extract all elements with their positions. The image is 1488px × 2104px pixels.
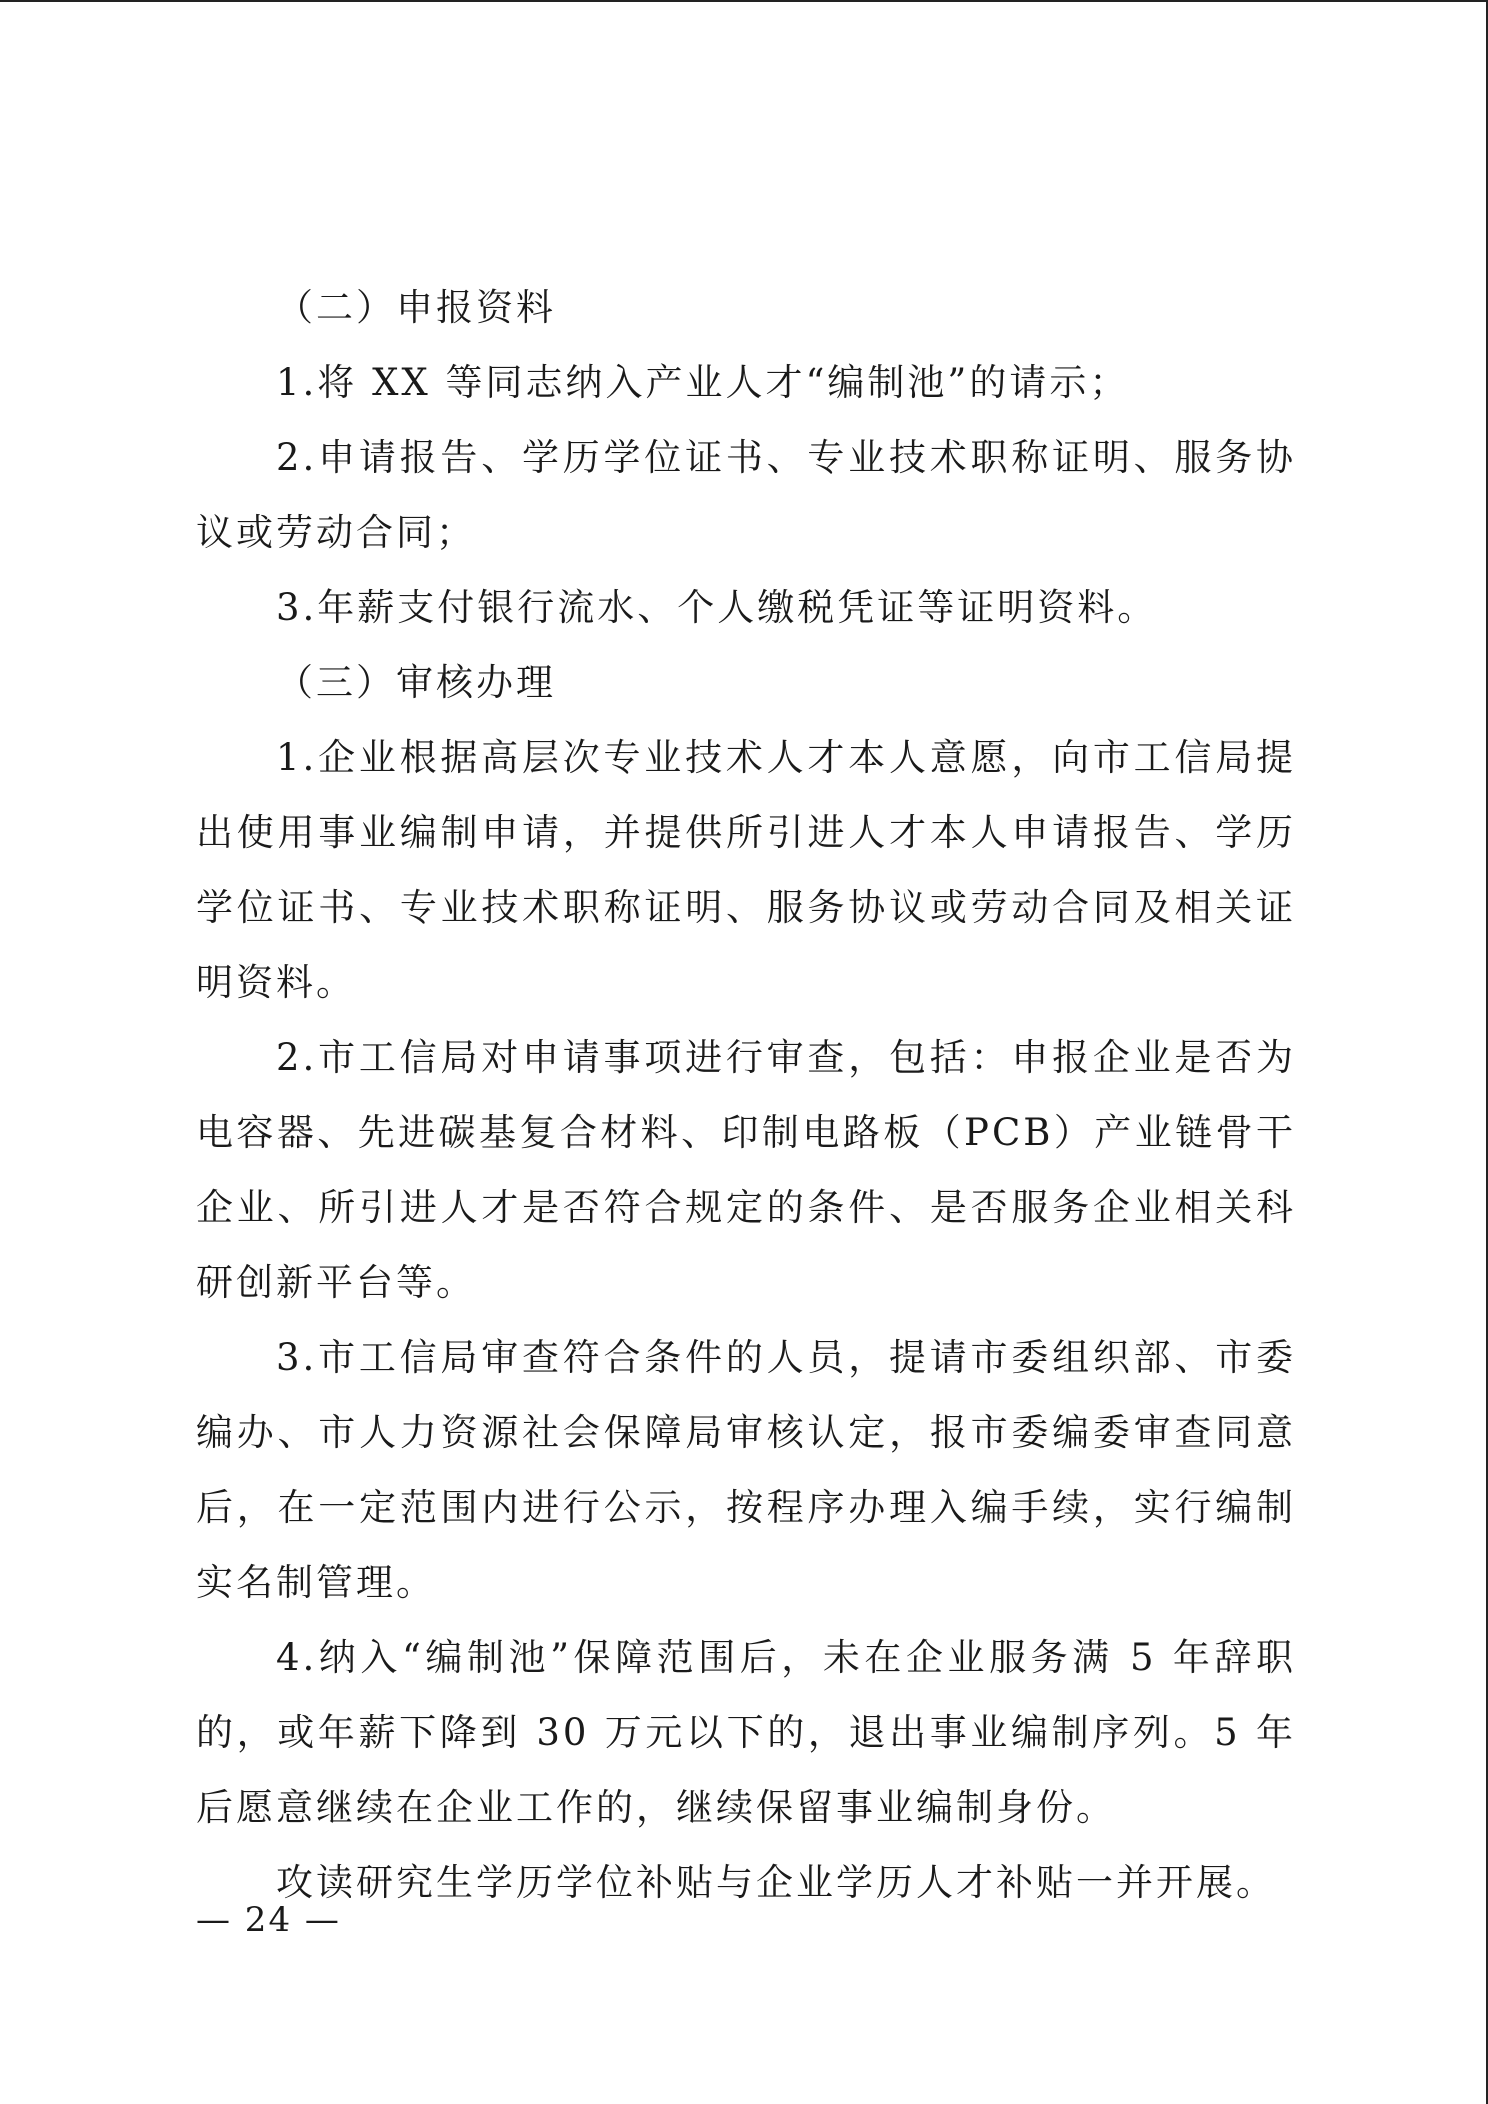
section-heading-review-process: （三）审核办理 [276,661,556,704]
paragraph-review-3: 3.市工信局审查符合条件的人员，提请市委组织部、市委编办、市人力资源社会保障局审核认定，报市委编委审查同意后，在一定范围内进行公示，按程序办理入编手续，实行编制实名制管理。 [196,1336,1296,1604]
paragraph-review-4: 4.纳入“编制池”保障范围后，未在企业服务满 5 年辞职的，或年薪下降到 30 万元以下的，退出事业编制序列。5 年后愿意继续在企业工作的，继续保留事业编制身份。 [196,1636,1296,1829]
paragraph-review-2: 2.市工信局对申请事项进行审查，包括：申报企业是否为电容器、先进碳基复合材料、印制电路板（PCB）产业链骨干企业、所引进人才是否符合规定的条件、是否服务企业相关科研创新平台等。 [196,1036,1296,1304]
document-body [196,270,1296,1920]
page-number: — 24 — [196,1900,341,1940]
paragraph-materials-2: 2.申请报告、学历学位证书、专业技术职称证明、服务协议或劳动合同； [196,436,1296,554]
paragraph-materials-3: 3.年薪支付银行流水、个人缴税凭证等证明资料。 [276,586,1158,629]
paragraph-review-5: 攻读研究生学历学位补贴与企业学历人才补贴一并开展。 [276,1861,1276,1904]
paragraph-materials-1: 1.将 XX 等同志纳入产业人才“编制池”的请示； [276,361,1130,404]
section-heading-application-materials: （二）申报资料 [276,286,556,329]
paragraph-review-1: 1.企业根据高层次专业技术人才本人意愿，向市工信局提出使用事业编制申请，并提供所引进人才本人申请报告、学历学位证书、专业技术职称证明、服务协议或劳动合同及相关证明资料。 [196,736,1296,1004]
